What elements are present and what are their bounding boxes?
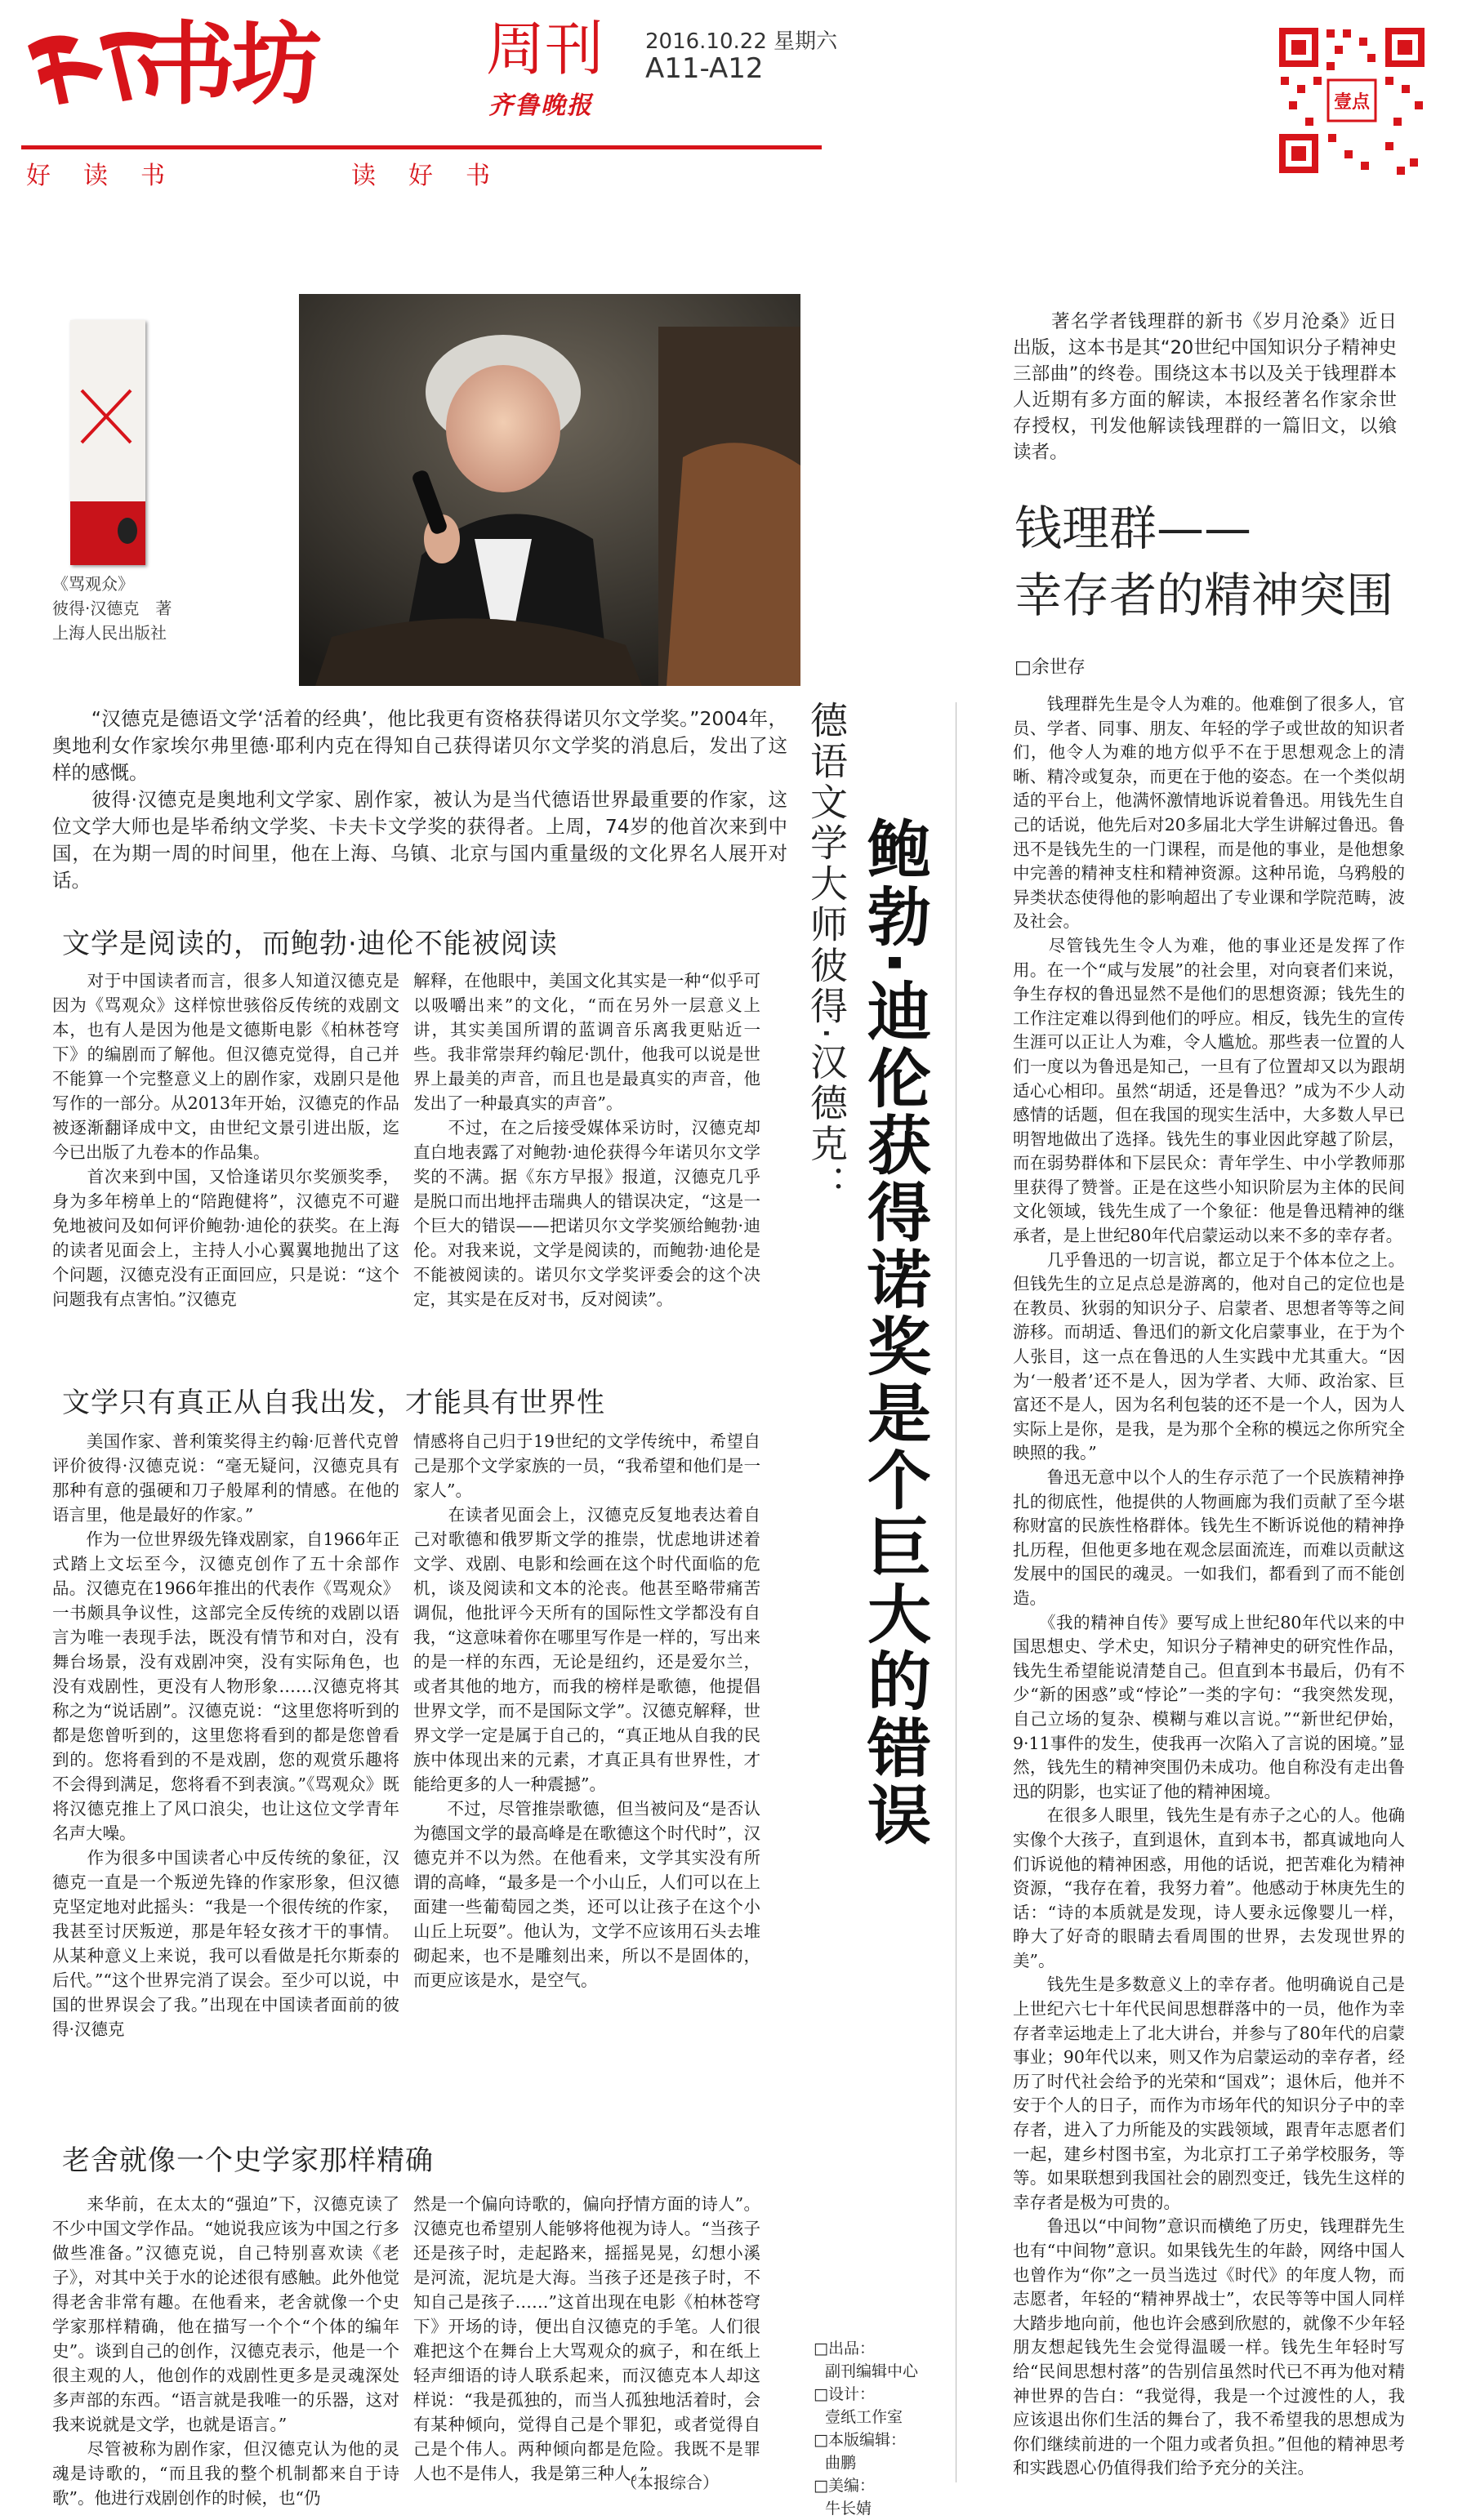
- qian-byline: □余世存: [1014, 657, 1086, 678]
- credit-producer-value: 副刊编辑中心: [825, 2362, 919, 2380]
- book-cover-image: [70, 320, 145, 565]
- credit-artist-label: □美编：: [814, 2477, 875, 2495]
- section-1-heading: 文学是阅读的，而鲍勃·迪伦不能被阅读: [62, 928, 558, 960]
- handke-headline: 鲍勃·迪伦获得诺奖是个巨大的错误: [857, 817, 930, 1849]
- section-3-col-1: 来华前，在太太的“强迫”下，汉德克读了不少中国文学作品。“她说我应该为中国之行多做些准备。”汉德克说，自己特别喜欢读《老子》，对其中关于水的论述很有感触。此外他觉得老舍非常有趣。在他看来，老舍就像一个史学家那样精确，他在描写一个个“个体的编年史”。谈到自己的创作，汉德克表示，他是一个很主观的人，他创作的戏剧性更多是灵魂深处多声部的东西。“语言就是我唯一的乐器，这对我来说就是文学，也就是语言。” 尽管被称为剧作家，但汉德克认为他的灵魂是诗歌的，“而且我的整个机制都来自于诗歌”。他进行戏剧创作的时候，也“仍: [52, 2194, 399, 2508]
- credit-design-value: 壹纸工作室: [825, 2408, 903, 2426]
- slogan-right: 读好书: [351, 162, 523, 190]
- credit-editor-value: 曲鹏: [825, 2454, 857, 2472]
- newspaper-name: 齐鲁晚报: [488, 91, 593, 120]
- book-author: 彼得·汉德克 著: [52, 599, 172, 618]
- qian-body: 钱理群先生是令人为难的。他难倒了很多人，官员、学者、同事、朋友、年轻的学子或世故的知识者们，他令人为难的地方似乎不在于思想观念上的清晰、精冷或复杂，而更在于他的姿态。在一个类似胡适的平台上，他满怀激情地诉说着鲁迅。用钱先生自己的话说，他先后对20多届北大学生讲解过鲁迅。鲁迅不是钱先生的一门课程，而是他的事业，是他想象中完善的精神支柱和精神资源。这种吊诡，乌鸦般的异类状态使得他的影响超出了专业课和学院范畴，波及社会。 尽管钱先生令人为难，他的事业还是发挥了作用。在一个“咸与发展”的社会里，对向衰者们来说，争生存权的鲁迅显然不是他们的思想资源；钱先生的工作注定难以得到他们的呼应。相反，钱先生的宣传生涯可以正让人为难，令人尴尬。那些表一位置的人们一度以为鲁迅是知己，一旦有了位置却又以为跟胡适心心相印。虽然“胡适，还是鲁迅？”成为不少人动感情的话题，但在我国的现实生活中，大多数人早已明智地做出了选择。钱先生的事业因此穿越了阶层，而在弱势群体和下层民众：青年学生、中小学教师那里获得了赞誉。正是在这些小知识阶层为主体的民间文化领域，钱先生成了一个象征：他是鲁迅精神的继承者，是上世纪80年代启蒙运动以来不多的幸存者。 几乎鲁迅的一切言说，都立足于个体本位之上。但钱先生的立足点总是游离的，他对自己的定位也是在教员、狄弱的知识分子、启蒙者、思想者等等之间游移。而胡适、鲁迅们的新文化启蒙事业，在于为个人张目，这一点在鲁迅的人生实践中尤其重大。“因为‘一般者’还不是人，因为学者、大师、政治家、巨富还不是人，因为名利包装的还不是一个人，因为人实际上是你，是我，是为那个全称的模远之你所究全映照的我。” 鲁迅无意中以个人的生存示范了一个民族精神挣扎的彻底性，他提供的人物画廊为我们贡献了至今堪称财富的民族性格群体。钱先生不断诉说他的精神挣扎历程，但他更多地在观念层面流连，而难以贡献这发展中的国民的魂灵。一如我们，都看到了而不能创造。 《我的精神自传》要写成上世纪80年代以来的中国思想史、学术史，知识分子精神史的研究性作品，钱先生希望能说清楚自己。但直到本书最后，仍有不少“新的困惑”或“悖论”一类的字句：“我突然发现，自己立场的复杂、模糊与难以言说。”“新世纪伊始，9·11事件的发生，使我再一次陷入了言说的困境。”显然，钱先生的精神突围仍未成功。他自称没有走出鲁迅的阴影，也实证了他的精神困境。 在很多人眼里，钱先生是有赤子之心的人。他确实像个大孩子，直到退休，直到本书，都真诚地向人们诉说他的精神困惑，用他的话说，把苦难化为精神资源，“我存在着，我努力着”。他感动于林庚先生的话：“诗的本质就是发现，诗人要永远像婴儿一样，睁大了好奇的眼睛去看周围的世界，去发现世界的美”。 钱先生是多数意义上的幸存者。他明确说自己是上世纪六七十年代民间思想群落中的一员，他作为幸存者幸运地走上了北大讲台，并参与了80年代的启蒙事业；90年代以来，则又作为启蒙运动的幸存者，经历了时代社会给予的光荣和“国戏”；退休后，他并不安于个人的日子，而作为市场年代的知识分子中的幸存者，进入了力所能及的实践领域，跟青年志愿者们一起，建乡村图书室，为北京打工子弟学校服务，等等。如果联想到我国社会的剧烈变迁，钱先生这样的幸存者是极为可贵的。 鲁迅以“中间物”意识而横绝了历史，钱理群先生也有“中间物”意识。如果钱先生的年龄，网络中国人也曾作为“你”之一员当选过《时代》的年度人物，而志愿者，年轻的“精神界战士”，农民等等中国人同样大踏步地向前，他也许会感到欣慰的，就像不少年轻朋友想起钱先生会觉得温暖一样。钱先生年轻时写给“民间思想村落”的告别信虽然时代已不再为他对精神世界的告白：“我觉得，我是一个过渡性的人，我应该退出你们生活的舞台了，我不希望我的思想成为你们继续前进的一个阻力或者负担。”但他的精神思考和实践恩心仍值得我们给予充分的关注。: [1013, 694, 1405, 2478]
- book-publisher: 上海人民出版社: [52, 623, 167, 643]
- credit-design-label: □设计：: [814, 2385, 875, 2403]
- author-photo-icon: [299, 294, 800, 686]
- article-source: （本报综合）: [621, 2473, 719, 2492]
- section-3-heading: 老舍就像一个史学家那样精确: [62, 2144, 434, 2177]
- qr-code[interactable]: [1274, 23, 1429, 178]
- slogan-left: 好读书: [26, 162, 198, 190]
- book-caption: [52, 572, 172, 645]
- section-2-col-2: 情感将自己归于19世纪的文学传统中，希望自己是那个文学家族的一员，“我希望和他们是一家人”。 在读者见面会上，汉德克反复地表达着自己对歌德和俄罗斯文学的推崇，忧虑地讲述着文学、戏剧、电影和绘画在这个时代面临的危机，谈及阅读和文本的沦丧。他甚至略带痛苦调侃，他批评今天所有的国际性文学都没有自我，“这意味着你在哪里写作是一样的，写出来的是一样的东西，无论是纽约，还是爱尔兰，或者其他的地方，而我的榜样是歌德，他提倡世界文学，而不是国际文学”。汉德克解释，世界文学一定是属于自己的，“真正地从自我的民族中体现出来的元素，才真正具有世界性，才能给更多的人一种震撼”。 不过，尽管推崇歌德，但当被问及“是否认为德国文学的最高峰是在歌德这个时代时”，汉德克并不以为然。在他看来，文学其实没有所谓的高峰，“最多是一个小山丘，人们可以在上面建一些葡萄园之类，还可以让孩子在这个小山丘上玩耍”。他认为，文学不应该用石头去堆砌起来，也不是雕刻出来，所以不是固体的，而更应该是水，是空气。: [413, 1431, 760, 1990]
- credits-box: [814, 2337, 936, 2520]
- handke-intro: “汉德克是德语文学‘活着的经典’，他比我更有资格获得诺贝尔文学奖。”2004年，奥地利女作家埃尔弗里德·耶利内克在得知自己获得诺贝尔文学奖的消息后，发出了这样的感慨。 彼得·汉德克是奥地利文学家、剧作家，被认为是当代德语世界最重要的作家，这位文学大师也是毕希纳文学奖、卡夫卡文学奖的获得者。上周，74岁的他首次来到中国，在为期一周的时间里，他在上海、乌镇、北京与国内重量级的文化界名人展开对话。: [52, 707, 787, 892]
- brand-title: 书坊: [145, 12, 319, 117]
- credit-artist-value: 牛长婧: [825, 2500, 872, 2518]
- qian-title-line-2: 幸存者的精神突围: [1014, 568, 1394, 623]
- book-title: 《骂观众》: [52, 574, 134, 594]
- credit-editor-label: □本版编辑：: [814, 2431, 906, 2449]
- section-2-col-1: 美国作家、普利策奖得主约翰·厄普代克曾评价彼得·汉德克说：“毫无疑问，汉德克具有那种有意的强硬和刀子般犀利的情感。在他的语言里，他是最好的作家。” 作为一位世界级先锋戏剧家，自1966年正式踏上文坛至今，汉德克创作了五十余部作品。汉德克在1966年推出的代表作《骂观众》一书颇具争议性，这部完全反传统的戏剧以语言为唯一表现手法，既没有情节和对白，没有舞台场景，没有戏剧冲突，没有实际角色，也没有戏剧性，更没有人物形象……汉德克将其称之为“说话剧”。汉德克说：“这里您将听到的都是您曾听到的，这里您将看到的都是您曾看到的。您将看到的不是戏剧，您的观赏乐趣将不会得到满足，您将看不到表演。”《骂观众》既将汉德克推上了风口浪尖，也让这位文学青年名声大噪。 作为很多中国读者心中反传统的象征，汉德克一直是一个叛逆先锋的作家形象，但汉德克坚定地对此摇头：“我是一个很传统的作家，我甚至讨厌叛逆，那是年轻女孩才干的事情。从某种意义上来说，我可以看做是托尔斯泰的后代。”“这个世界完消了误会。至少可以说，中国的世界误会了我。”出现在中国读者面前的彼得·汉德克: [52, 1431, 399, 2039]
- issue-date: 2016.10.22 星期六: [645, 29, 838, 54]
- author-photo: [299, 294, 800, 686]
- section-1-col-2: 解释，在他眼中，美国文化其实是一种“似乎可以吸嚼出来”的文化，“而在另外一层意义上讲，其实美国所谓的蓝调音乐离我更贴近一些。我非常崇拜约翰尼·凯什，他我可以说是世界上最美的声音，而且也是最真实的声音，他发出了一种最真实的声音”。 不过，在之后接受媒体采访时，汉德克却直白地表露了对鲍勃·迪伦获得今年诺贝尔文学奖的不满。据《东方早报》报道，汉德克几乎是脱口而出地抨击瑞典人的错误决定，“这是一个巨大的错误——把诺贝尔文学奖颁给鲍勃·迪伦。对我来说，文学是阅读的，而鲍勃·迪伦是不能被阅读的。诺贝尔文学奖评委会的这个决定，其实是在反对书，反对阅读”。: [413, 971, 760, 1309]
- page-range: A11-A12: [645, 52, 764, 85]
- qr-center-label: 壹点: [1333, 92, 1370, 113]
- book-cover-icon: [70, 320, 145, 565]
- section-1-col-1: 对于中国读者而言，很多人知道汉德克是因为《骂观众》这样惊世骇俗反传统的戏剧文本，也有人是因为他是文德斯电影《柏林苍穹下》的编剧而了解他。但汉德克觉得，自己并不能算一个完整意义上的剧作家，戏剧只是他写作的一部分。从2013年开始，汉德克的作品被逐渐翻译成中文，由世纪文景引进出版，迄今已出版了九卷本的作品集。 首次来到中国，又恰逢诺贝尔奖颁奖季，身为多年榜单上的“陪跑健将”，汉德克不可避免地被问及如何评价鲍勃·迪伦的获奖。在上海的读者见面会上，主持人小心翼翼地抛出了这个问题，汉德克没有正面回应，只是说：“这个问题我有点害怕。”汉德克: [52, 971, 399, 1309]
- section-2-heading: 文学只有真正从自我出发，才能具有世界性: [62, 1387, 605, 1419]
- credit-producer-label: □出品：: [814, 2340, 875, 2357]
- handke-kicker: 德语文学大师彼得·汉德克：: [805, 701, 849, 1206]
- masthead-rule: [21, 145, 822, 149]
- weekly-label: 周刊: [486, 15, 604, 83]
- qian-intro: 著名学者钱理群的新书《岁月沧桑》近日出版，这本书是其“20世纪中国知识分子精神史三部曲”的终卷。围绕这本书以及关于钱理群本人近期有多方面的解读，本报经著名作家余世存授权，刊发他解读钱理群的一篇旧文，以飨读者。: [1013, 311, 1397, 463]
- qian-title-line-1: 钱理群——: [1014, 501, 1252, 556]
- section-3-col-2: 然是一个偏向诗歌的，偏向抒情方面的诗人”。汉德克也希望别人能够将他视为诗人。“当孩子还是孩子时，走起路来，摇摇晃晃，幻想小溪是河流，泥坑是大海。当孩子还是孩子时，不知自己是孩子……”这首出现在电影《柏林苍穹下》开场的诗，便出自汉德克的手笔。人们很难把这个在舞台上大骂观众的疯子，和在纸上轻声细语的诗人联系起来，而汉德克本人却这样说：“我是孤独的，而当人孤独地活着时，会有某种倾向，觉得自己是个罪犯，或者觉得自己是个伟人。两种倾向都是危险。我既不是罪人也不是伟人，我是第三种人。”: [413, 2194, 760, 2483]
